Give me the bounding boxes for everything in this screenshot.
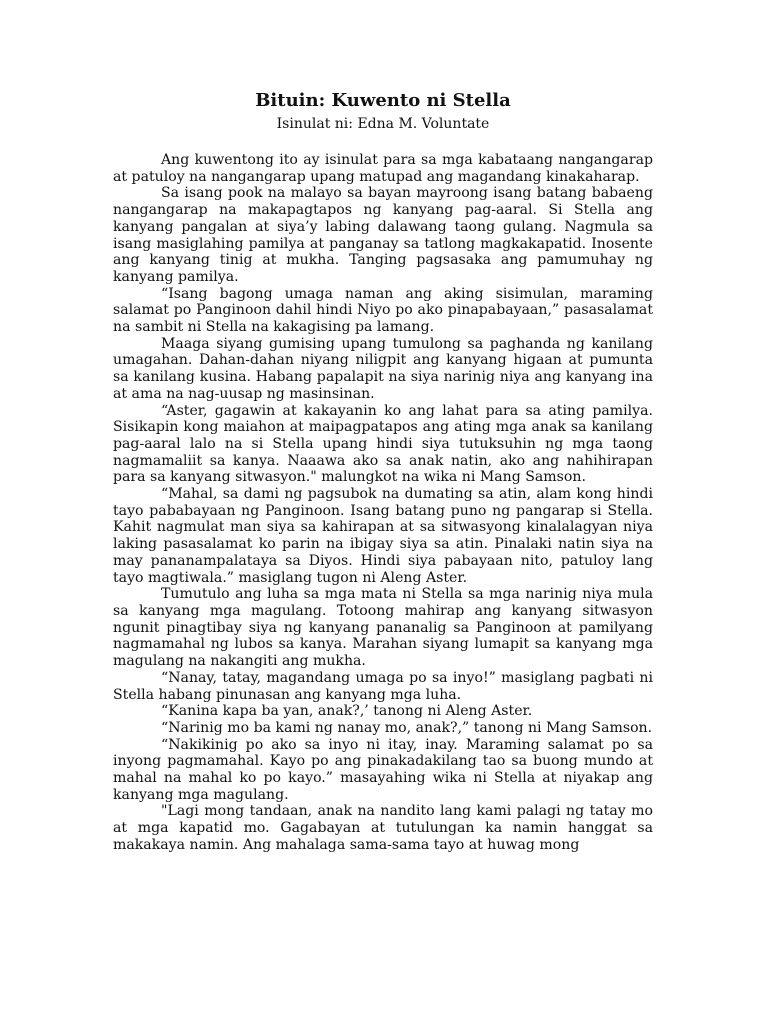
paragraph: Sa isang pook na malayo sa bayan mayroong isang batang babaeng nangangarap na makapagtapos ng kanyang pag-aaral. Si Stella ang kanyang pangalan at siya’y labing dalawang taong gulang. Nagmula sa isang masiglahing pamilya at panganay sa tatlong magkakapatid. Inosente ang kanyang tinig at mukha. Tanging pagsasaka ang pamumuhay ng kanyang pamilya.	[113, 185, 653, 285]
document-title: Bituin: Kuwento ni Stella	[255, 90, 511, 111]
paragraph: “Aster, gagawin at kakayanin ko ang lahat para sa ating pamilya. Sisikapin kong maiahon at maipagpatapos ang ating mga anak sa kanilang pag-aaral lalo na si Stella upang hindi siya tutuksuhin ng mga taong nagmamaliit sa kanya. Naaawa ako sa anak natin, ako ang nahihirapan para sa kanyang sitwasyon." malungkot na wika ni Mang Samson.	[113, 402, 653, 486]
paragraph: "Lagi mong tandaan, anak na nandito lang kami palagi ng tatay mo at mga kapatid mo. Gagabayan at tutulungan ka namin hanggat sa makakaya namin. Ang mahalaga sama-sama tayo at huwag mong	[113, 803, 653, 853]
paragraph: “Mahal, sa dami ng pagsubok na dumating sa atin, alam kong hindi tayo pababayaan ng Panginoon. Isang batang puno ng pangarap si Stella. Kahit nagmulat man siya sa kahirapan at sa sitwasyong kinalalagyan niya laking pasasalamat ko parin na ibigay siya sa atin. Pinalaki natin siya na may pananampalataya sa Diyos. Hindi siya pabayaan nito, patuloy lang tayo magtiwala.” masiglang tugon ni Aleng Aster.	[113, 486, 653, 586]
paragraph: “Isang bagong umaga naman ang aking sisimulan, maraming salamat po Panginoon dahil hindi Niyo po ako pinapabayaan,” pasasalamat na sambit ni Stella na kakagising pa lamang.	[113, 285, 653, 336]
paragraph: Ang kuwentong ito ay isinulat para sa mga kabataang nangangarap at patuloy na nangangarap upang matupad ang magandang kinakaharap.	[113, 152, 653, 185]
paragraph: “Nakikinig po ako sa inyo ni itay, inay. Maraming salamat po sa inyong pagmamahal. Kayo po ang pinakadakilang tao sa buong mundo at mahal na mahal ko po kayo.” masayahing wika ni Stella at niyakap ang kanyang mga magulang.	[113, 736, 653, 803]
paragraph: “Nanay, tatay, magandang umaga po sa inyo!” masiglang pagbati ni Stella habang pinunasan ang kanyang mga luha.	[113, 669, 653, 703]
document-page	[113, 0, 653, 854]
story-body	[113, 152, 653, 854]
paragraph: Maaga siyang gumising upang tumulong sa paghanda ng kanilang umagahan. Dahan-dahan niyang niligpit ang kanyang higaan at pumunta sa kanilang kusina. Habang papalapit na siya narinig niya ang kanyang ina at ama na nag-uusap ng masinsinan.	[113, 335, 653, 402]
paragraph: “Narinig mo ba kami ng nanay mo, anak?,” tanong ni Mang Samson.	[161, 719, 653, 736]
paragraph: Tumutulo ang luha sa mga mata ni Stella sa mga narinig niya mula sa kanyang mga magulang. Totoong mahirap ang kanyang sitwasyon ngunit pinagtibay siya ng kanyang pananalig sa Panginoon at pamilyang nagmamahal ng lubos sa kanya. Marahan siyang lumapit sa kanyang mga magulang na nakangiti ang mukha.	[113, 586, 653, 670]
author-byline: Isinulat ni: Edna M. Voluntate	[276, 116, 490, 132]
paragraph: “Kanina kapa ba yan, anak?,’ tanong ni Aleng Aster.	[161, 703, 533, 720]
